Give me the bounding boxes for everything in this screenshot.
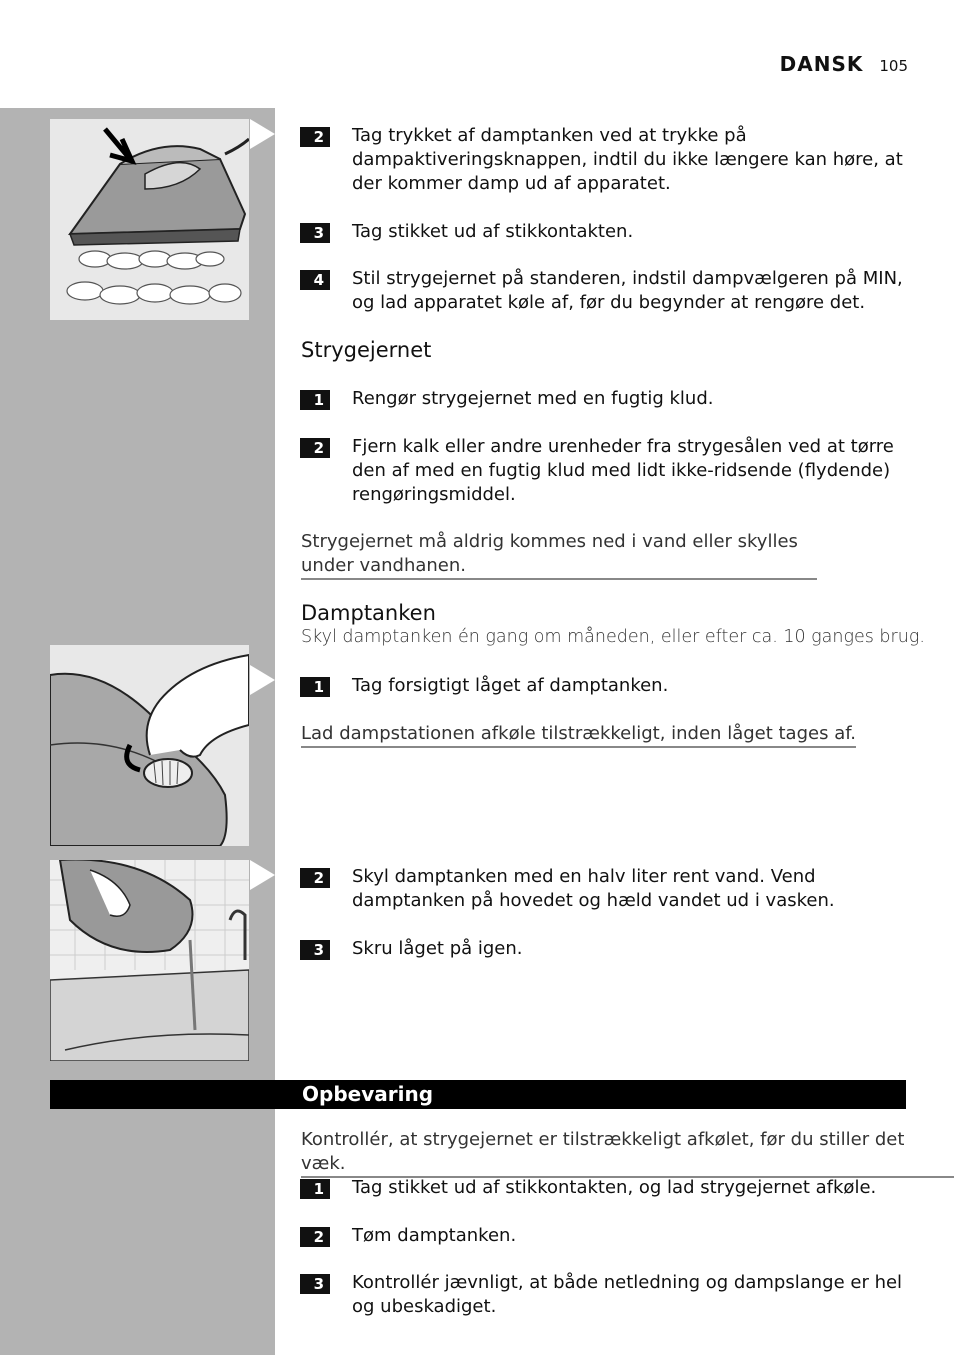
step-text: Kontrollér jævnligt, at både netledning og dampslange er hel og ubeskadiget. [352, 1272, 903, 1317]
step-number: 2 [300, 438, 330, 458]
step-text: Skyl damptanken med en halv liter rent vand. Vend damptanken på hovedet og hæld vandet ud i vasken. [352, 866, 835, 911]
section-heading-storage: Opbevaring [302, 1082, 434, 1106]
step-item [300, 435, 910, 507]
step-item [300, 124, 910, 196]
warning-note: Kontrollér, at strygejernet er tilstrækkeligt afkølet, før du stiller det væk. [301, 1128, 954, 1178]
step-number: 1 [300, 390, 330, 410]
tank-cap-illustration [50, 645, 249, 846]
step-text: Rengør strygejernet med en fugtig klud. [352, 388, 714, 409]
step-number: 3 [300, 1274, 330, 1294]
section-heading-iron: Strygejernet [301, 338, 432, 362]
step-item [300, 865, 910, 913]
step-text: Stil strygejernet på standeren, indstil dampvælgeren på MIN, og lad apparatet køle af, før du begynder at rengøre det. [352, 268, 903, 313]
page-number: 105 [879, 57, 908, 75]
warning-note: Strygejernet må aldrig kommes ned i vand eller skylles under vandhanen. [301, 530, 817, 580]
figure-pointer [250, 860, 275, 890]
step-item [300, 937, 910, 961]
step-number: 2 [300, 1227, 330, 1247]
figure-pointer [250, 665, 275, 695]
step-number: 1 [300, 677, 330, 697]
step-item [300, 1176, 910, 1200]
step-item [300, 1271, 910, 1319]
step-text: Tøm damptanken. [352, 1225, 517, 1246]
step-number: 1 [300, 1179, 330, 1199]
step-item [300, 267, 910, 315]
step-text: Fjern kalk eller andre urenheder fra strygesålen ved at tørre den af med en fugtig klud med lidt ikke-ridsende (flydende) rengøringsmiddel. [352, 436, 894, 505]
section-bar-storage [50, 1080, 906, 1109]
step-number: 4 [300, 270, 330, 290]
step-text: Skru låget på igen. [352, 938, 523, 959]
step-text: Tag trykket af damptanken ved at trykke på dampaktiveringsknappen, indtil du ikke længere kan høre, at der kommer damp ud af apparatet. [352, 125, 903, 194]
step-number: 3 [300, 223, 330, 243]
step-number: 2 [300, 868, 330, 888]
iron-steam-illustration [50, 119, 249, 320]
warning-note: Lad dampstationen afkøle tilstrækkeligt, inden låget tages af. [301, 722, 856, 748]
language-label: DANSK [779, 52, 864, 76]
tank-rinse-illustration [50, 860, 249, 1061]
page-header [780, 52, 908, 76]
step-text: Tag forsigtigt låget af damptanken. [352, 675, 669, 696]
section-heading-tank: Damptanken [301, 601, 436, 625]
step-item [300, 220, 910, 244]
step-item [300, 387, 910, 411]
section-subtitle: Skyl damptanken én gang om måneden, eller efter ca. 10 ganges brug. [301, 627, 925, 647]
figure-pointer [250, 119, 275, 149]
step-item [300, 674, 910, 698]
step-item [300, 1224, 910, 1248]
step-text: Tag stikket ud af stikkontakten. [352, 221, 634, 242]
step-text: Tag stikket ud af stikkontakten, og lad strygejernet afkøle. [352, 1177, 877, 1198]
step-number: 2 [300, 127, 330, 147]
step-number: 3 [300, 940, 330, 960]
